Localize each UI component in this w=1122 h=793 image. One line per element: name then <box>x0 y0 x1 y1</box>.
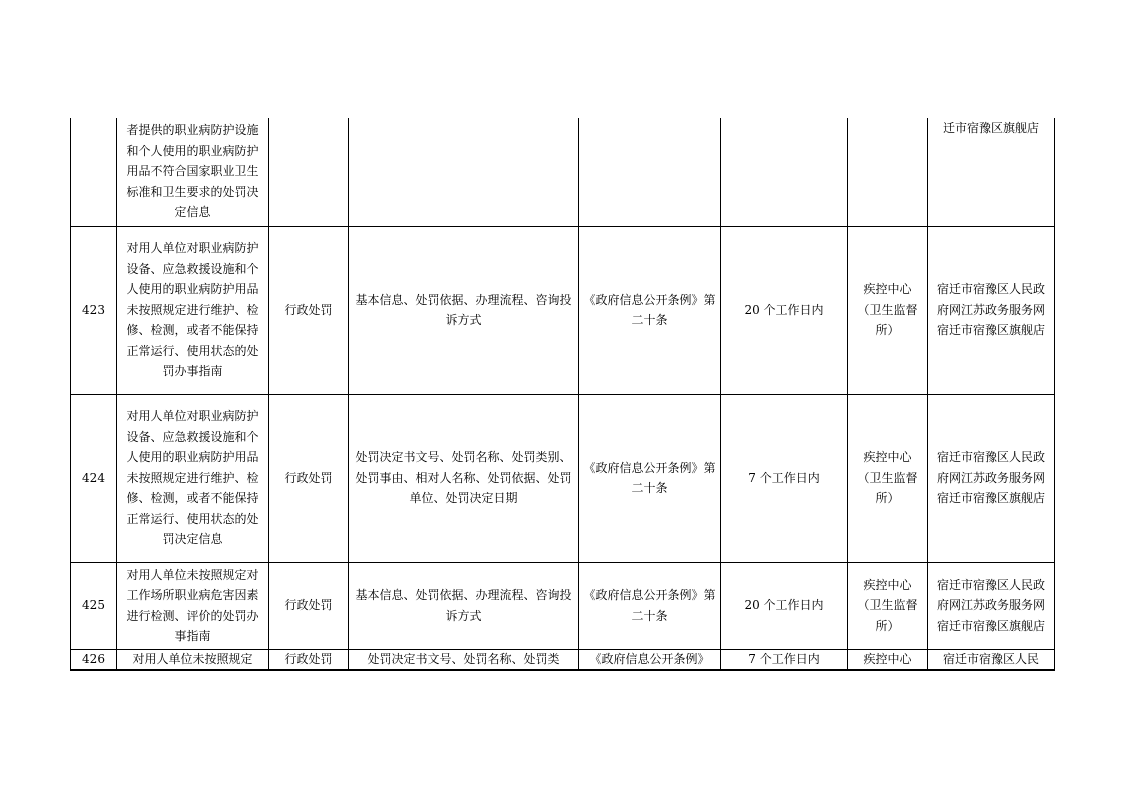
cell-no: 426 <box>71 649 117 670</box>
cell-subject: 疾控中心（卫生监督所） <box>848 394 928 562</box>
cell-content: 处罚决定书文号、处罚名称、处罚类 <box>349 649 579 670</box>
cell-no: 424 <box>71 394 117 562</box>
cell-channel: 宿迁市宿豫区人民政府网江苏政务服务网宿迁市宿豫区旗舰店 <box>928 226 1055 394</box>
cell-time-limit: 20 个工作日内 <box>721 226 848 394</box>
cell-time-limit: 20 个工作日内 <box>721 562 848 649</box>
cell-time-limit: 7 个工作日内 <box>721 394 848 562</box>
cell-basis: 《政府信息公开条例》第二十条 <box>579 394 721 562</box>
cell-item-name: 对用人单位未按照规定对工作场所职业病危害因素进行检测、评价的处罚办事指南 <box>117 562 269 649</box>
table-row <box>71 226 1055 394</box>
cell-time-limit: 7 个工作日内 <box>721 649 848 670</box>
cell-subject <box>848 118 928 226</box>
cell-content: 处罚决定书文号、处罚名称、处罚类别、处罚事由、相对人名称、处罚依据、处罚单位、处罚决定日期 <box>349 394 579 562</box>
cell-item-name: 对用人单位对职业病防护设备、应急救援设施和个人使用的职业病防护用品未按照规定进行维护、检修、检测，或者不能保持正常运行、使用状态的处罚决定信息 <box>117 394 269 562</box>
cell-subject: 疾控中心（卫生监督所） <box>848 226 928 394</box>
cell-category: 行政处罚 <box>269 562 349 649</box>
table-row <box>71 562 1055 649</box>
cell-no: 423 <box>71 226 117 394</box>
cell-time-limit <box>721 118 848 226</box>
cell-category <box>269 118 349 226</box>
cell-no <box>71 118 117 226</box>
cell-basis: 《政府信息公开条例》 <box>579 649 721 670</box>
cell-item-name: 对用人单位未按照规定 <box>117 649 269 670</box>
cell-channel: 宿迁市宿豫区人民 <box>928 649 1055 670</box>
cell-basis <box>579 118 721 226</box>
cell-subject: 疾控中心 <box>848 649 928 670</box>
cell-channel: 迁市宿豫区旗舰店 <box>928 118 1055 226</box>
table-row-continuation <box>71 118 1055 226</box>
cell-basis: 《政府信息公开条例》第二十条 <box>579 226 721 394</box>
table-row <box>71 394 1055 562</box>
cell-content: 基本信息、处罚依据、办理流程、咨询投诉方式 <box>349 226 579 394</box>
cell-subject: 疾控中心（卫生监督所） <box>848 562 928 649</box>
cell-category: 行政处罚 <box>269 394 349 562</box>
cell-channel: 宿迁市宿豫区人民政府网江苏政务服务网宿迁市宿豫区旗舰店 <box>928 562 1055 649</box>
cell-content <box>349 118 579 226</box>
cell-content: 基本信息、处罚依据、办理流程、咨询投诉方式 <box>349 562 579 649</box>
cell-item-name: 对用人单位对职业病防护设备、应急救援设施和个人使用的职业病防护用品未按照规定进行维护、检修、检测，或者不能保持正常运行、使用状态的处罚办事指南 <box>117 226 269 394</box>
cell-item-name: 者提供的职业病防护设施和个人使用的职业病防护用品不符合国家职业卫生标准和卫生要求的处罚决定信息 <box>117 118 269 226</box>
cell-channel: 宿迁市宿豫区人民政府网江苏政务服务网宿迁市宿豫区旗舰店 <box>928 394 1055 562</box>
cell-category: 行政处罚 <box>269 226 349 394</box>
disclosure-table <box>70 118 1055 671</box>
cell-category: 行政处罚 <box>269 649 349 670</box>
table-row <box>71 649 1055 670</box>
cell-no: 425 <box>71 562 117 649</box>
cell-basis: 《政府信息公开条例》第二十条 <box>579 562 721 649</box>
